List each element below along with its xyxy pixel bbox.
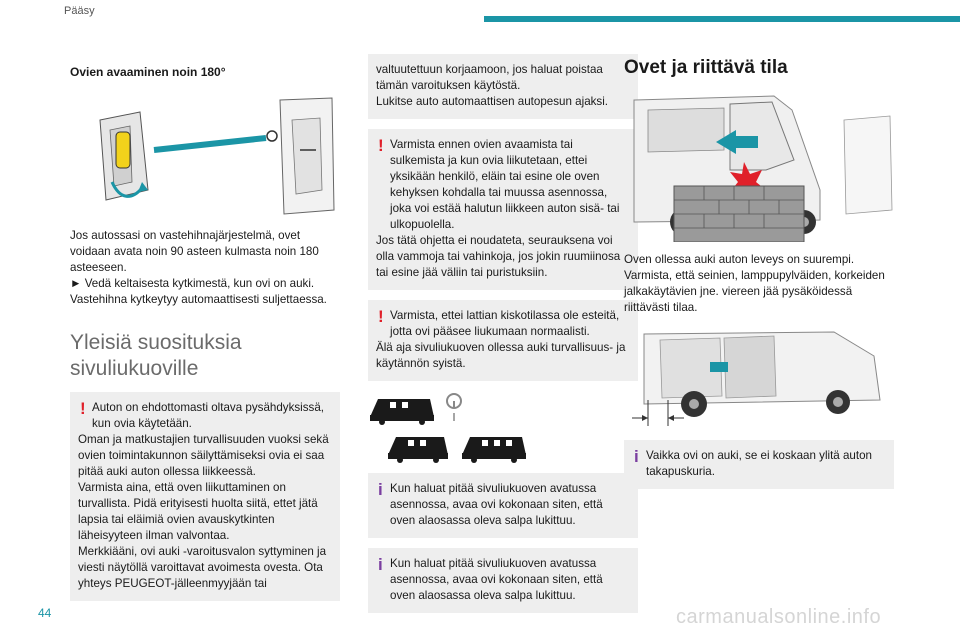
door-strap-illustration bbox=[70, 90, 340, 218]
info-3-text: Vaikka ovi on auki, se ei koskaan ylitä auton takapuskuria. bbox=[646, 449, 872, 478]
warning-1-continued: valtuutettuun korjaamoon, jos haluat poistaa tämän varoituksen käytöstä. bbox=[376, 63, 603, 92]
van-icon-3 bbox=[462, 437, 526, 463]
section-title-general-recommendations: Yleisiä suosituksia sivuliukuoville bbox=[70, 331, 242, 380]
warning-3-first: Varmista, ettei lattian kiskotilassa ole esteitä, jotta ovi pääsee liukumaan normaalisti. bbox=[390, 309, 620, 338]
van-icon-2 bbox=[388, 437, 448, 463]
info-box-3 bbox=[624, 440, 894, 489]
info-box-2 bbox=[368, 548, 638, 613]
warning-1-end: Merkkiääni, ovi auki -varoitusvalon syttyminen ja viesti näytöllä varoittavat avoimesta ovesta. Ota yhteys PEUGEOT-jälleenmyyjään tai bbox=[78, 545, 327, 590]
warning-box-1-continued bbox=[368, 54, 638, 119]
paragraph-strap-auto: Vastehihna kytkeytyy automaattisesti suljettaessa. bbox=[70, 293, 327, 306]
van-icon-1 bbox=[370, 399, 434, 425]
info-icon: i bbox=[378, 555, 383, 574]
header-section-label: Pääsy bbox=[64, 5, 95, 17]
van-door-overhang-illustration bbox=[624, 326, 894, 430]
subheading-door-180: Ovien avaaminen noin 180° bbox=[70, 65, 226, 79]
warning-3-rest: Älä aja sivuliukuoven ollessa auki turvallisuus- ja käytännön syistä. bbox=[376, 341, 626, 370]
warning-1-more: Varmista aina, että oven liikuttaminen on turvallista. Pidä erityisesti huolta siitä, ettet jätä lapsia tai eläimiä ovien avauskytkinten läheisyyteen ilman valvontaa. bbox=[78, 481, 318, 542]
warning-box-3 bbox=[368, 300, 638, 381]
warning-1-first: Auton on ehdottomasti oltava pysähdyksissä, kun ovia käytetään. bbox=[92, 401, 325, 430]
info-1-text: Kun haluat pitää sivuliukuoven avatussa asennossa, avaa ovi kokonaan siten, että oven alaosassa oleva salpa lukittuu. bbox=[390, 482, 603, 527]
warning-icon: ! bbox=[378, 136, 384, 155]
steering-wheel-icon bbox=[447, 394, 461, 421]
column-3 bbox=[624, 54, 894, 499]
paragraph-pull-yellow: ► Vedä keltaisesta kytkimestä, kun ovi on auki. bbox=[70, 277, 315, 290]
column-2 bbox=[368, 54, 638, 623]
column-1 bbox=[70, 54, 340, 611]
page-number: 44 bbox=[38, 606, 52, 620]
warning-1-rest: Oman ja matkustajien turvallisuuden vuoksi sekä ovien toimintakunnon säilyttämiseksi ovia ei saa pitää auki auton ollessa liikkeessä. bbox=[78, 433, 329, 478]
info-box-1 bbox=[368, 473, 638, 538]
warning-icon: ! bbox=[80, 399, 86, 418]
info-icon: i bbox=[634, 447, 639, 466]
warning-box-1 bbox=[70, 392, 340, 601]
info-2-text: Kun haluat pitää sivuliukuoven avatussa asennossa, avaa ovi kokonaan siten, että oven alaosassa oleva salpa lukittuu. bbox=[390, 557, 603, 602]
brick-wall bbox=[674, 186, 804, 242]
paragraph-door-width: Oven ollessa auki auton leveys on suurempi. Varmista, että seinien, lamppupylväiden, korkeiden jalkakäytävien jne. viereen jää pysäköidessä riittävästi tilaa. bbox=[624, 253, 885, 314]
vehicle-version-icons bbox=[368, 391, 638, 463]
van-wall-clearance-illustration bbox=[624, 90, 894, 242]
warning-box-2 bbox=[368, 129, 638, 290]
warning-1-car-wash: Lukitse auto automaattisen autopesun ajaksi. bbox=[376, 95, 609, 108]
warning-icon: ! bbox=[378, 307, 384, 326]
warning-2-first: Varmista ennen ovien avaamista tai sulkemista ja kun ovia liikutetaan, ettei yksikään henkilö, eläin tai esine ole oven kehyksen kohdalla tai muussa asennossa, joka voi estää halutun liikkeen auton sisä- tai ulkopuolella. bbox=[390, 138, 620, 231]
header-accent-bar bbox=[484, 16, 960, 22]
warning-2-rest: Jos tätä ohjetta ei noudateta, seurauksena voi olla vammoja tai vahinkoja, jos jokin ruumiinosa tai esine jää väliin tai puristuksiin. bbox=[376, 234, 621, 279]
paragraph-strap-system: Jos autossasi on vastehihnajärjestelmä, ovet voidaan avata noin 90 asteen kulmasta noin 180 asteeseen. bbox=[70, 229, 319, 274]
section-title-doors-space: Ovet ja riittävä tila bbox=[624, 57, 788, 78]
info-icon: i bbox=[378, 480, 383, 499]
watermark-text: carmanualsonline.info bbox=[676, 606, 882, 628]
